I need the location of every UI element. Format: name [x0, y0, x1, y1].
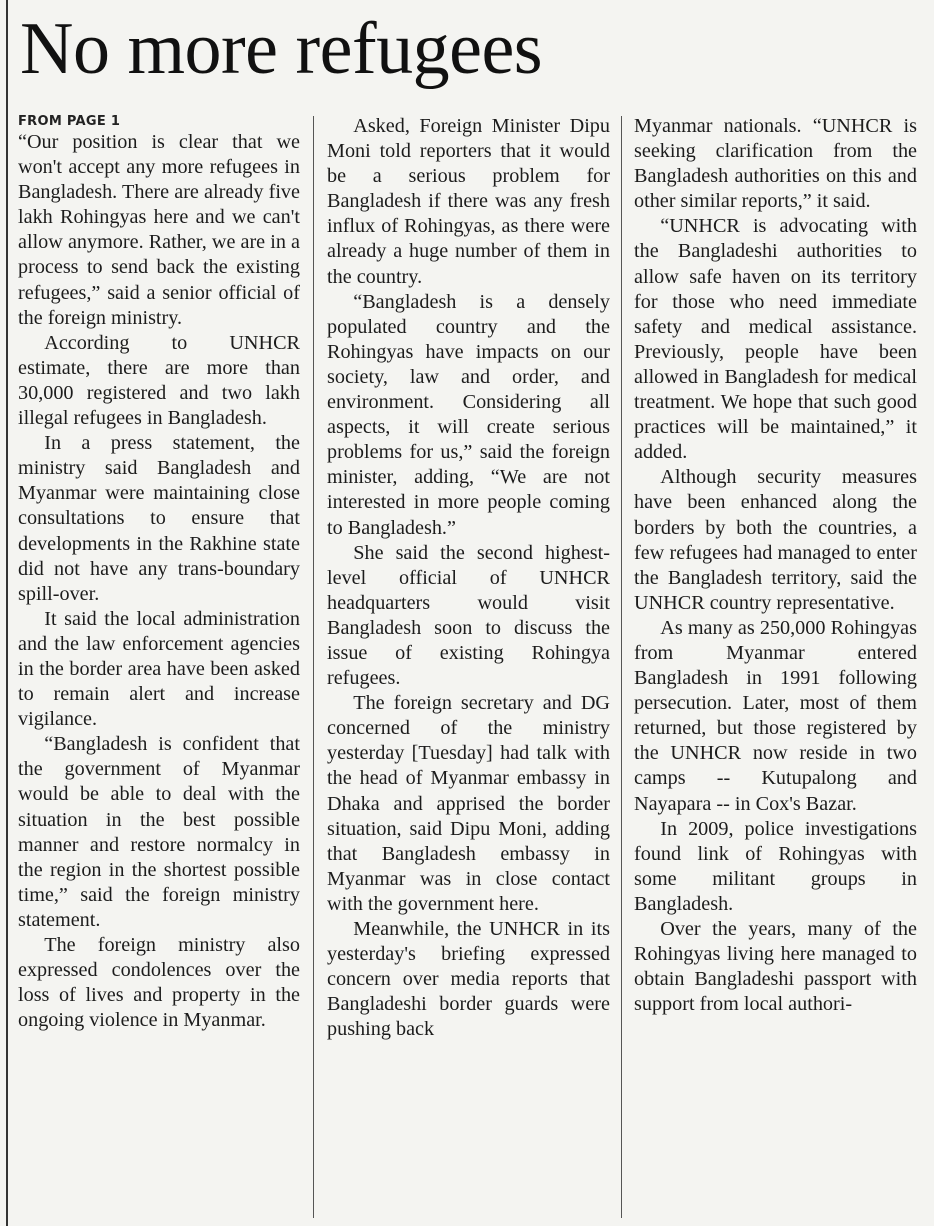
headline: No more refugees — [20, 8, 543, 90]
paragraph: In a press statement, the ministry said Bangladesh and Myanmar were maintaining close consultations to ensure that developments in the Rakhine state did not have any trans-boundary spill-over. — [18, 432, 300, 605]
paragraph-continued: Myanmar nationals. “UNHCR is seeking clarification from the Bangladesh authorities on this and other similar reports,” it said. — [634, 115, 917, 213]
article-column-1 — [18, 114, 300, 1222]
column-divider-2 — [621, 116, 622, 1218]
paragraph: “UNHCR is advocating with the Bangladeshi authorities to allow safe haven on its territory for those who need immediate safety and medical assistance. Previously, people have been allowed in Bangladesh for medical treatment. We hope that such good practices will be maintained,” it added. — [634, 215, 917, 464]
paragraph: “Our position is clear that we won't accept any more refugees in Bangladesh. There are already five lakh Rohingyas here and we can't allow anymore. Rather, we are in a process to send back the existing refugees,” said a senior official of the foreign ministry. — [18, 131, 300, 329]
paragraph: “Bangladesh is confident that the government of Myanmar would be able to deal with the situation in the best possible manner and restore normalcy in the region in the shortest possible time,” said the foreign ministry statement. — [18, 733, 300, 931]
paragraph: It said the local administration and the law enforcement agencies in the border area have been asked to remain alert and increase vigilance. — [18, 607, 300, 731]
article-column-2 — [327, 114, 610, 1222]
article-column-3 — [634, 114, 917, 1222]
paragraph: The foreign secretary and DG concerned of the ministry yesterday [Tuesday] had talk with the head of Myanmar embassy in Dhaka and apprised the border situation, said Dipu Moni, adding that Bangladesh embassy in Myanmar was in close contact with the government here. — [327, 692, 610, 915]
paragraph: “Bangladesh is a densely populated country and the Rohingyas have impacts on our society, law and order, and environment. Considering all aspects, it will create serious problems for us,” said the foreign minister, adding, “We are not interested in more people coming to Bangladesh.” — [327, 290, 610, 539]
paragraph: According to UNHCR estimate, there are more than 30,000 registered and two lakh illegal refugees in Bangladesh. — [18, 331, 300, 430]
paragraph: Over the years, many of the Rohingyas living here managed to obtain Bangladeshi passport with support from local authori- — [634, 918, 917, 1016]
continuation-kicker: FROM PAGE 1 — [18, 114, 121, 129]
paragraph: The foreign ministry also expressed condolences over the loss of lives and property in the ongoing violence in Myanmar. — [18, 934, 300, 1032]
column-divider-1 — [313, 116, 314, 1218]
paragraph: Meanwhile, the UNHCR in its yesterday's briefing expressed concern over media reports that Bangladeshi border guards were pushing back — [327, 918, 610, 1041]
paragraph: She said the second highest-level official of UNHCR headquarters would visit Bangladesh soon to discuss the issue of existing Rohingya refugees. — [327, 541, 610, 690]
paragraph: In 2009, police investigations found link of Rohingyas with some militant groups in Bangladesh. — [634, 817, 917, 915]
paragraph: Asked, Foreign Minister Dipu Moni told reporters that it would be a serious problem for Bangladesh if there was any fresh influx of Rohingyas, as there were already a huge number of them in the country. — [327, 115, 610, 288]
paragraph: As many as 250,000 Rohingyas from Myanmar entered Bangladesh in 1991 following persecution. Later, most of them returned, but those registered by the UNHCR now reside in two camps -- Kutupalong and Nayapara -- in Cox's Bazar. — [634, 616, 917, 815]
paragraph: Although security measures have been enhanced along the borders by both the countries, a few refugees had managed to enter the Bangladesh territory, said the UNHCR country representative. — [634, 466, 917, 614]
left-border-rule — [6, 0, 8, 1226]
